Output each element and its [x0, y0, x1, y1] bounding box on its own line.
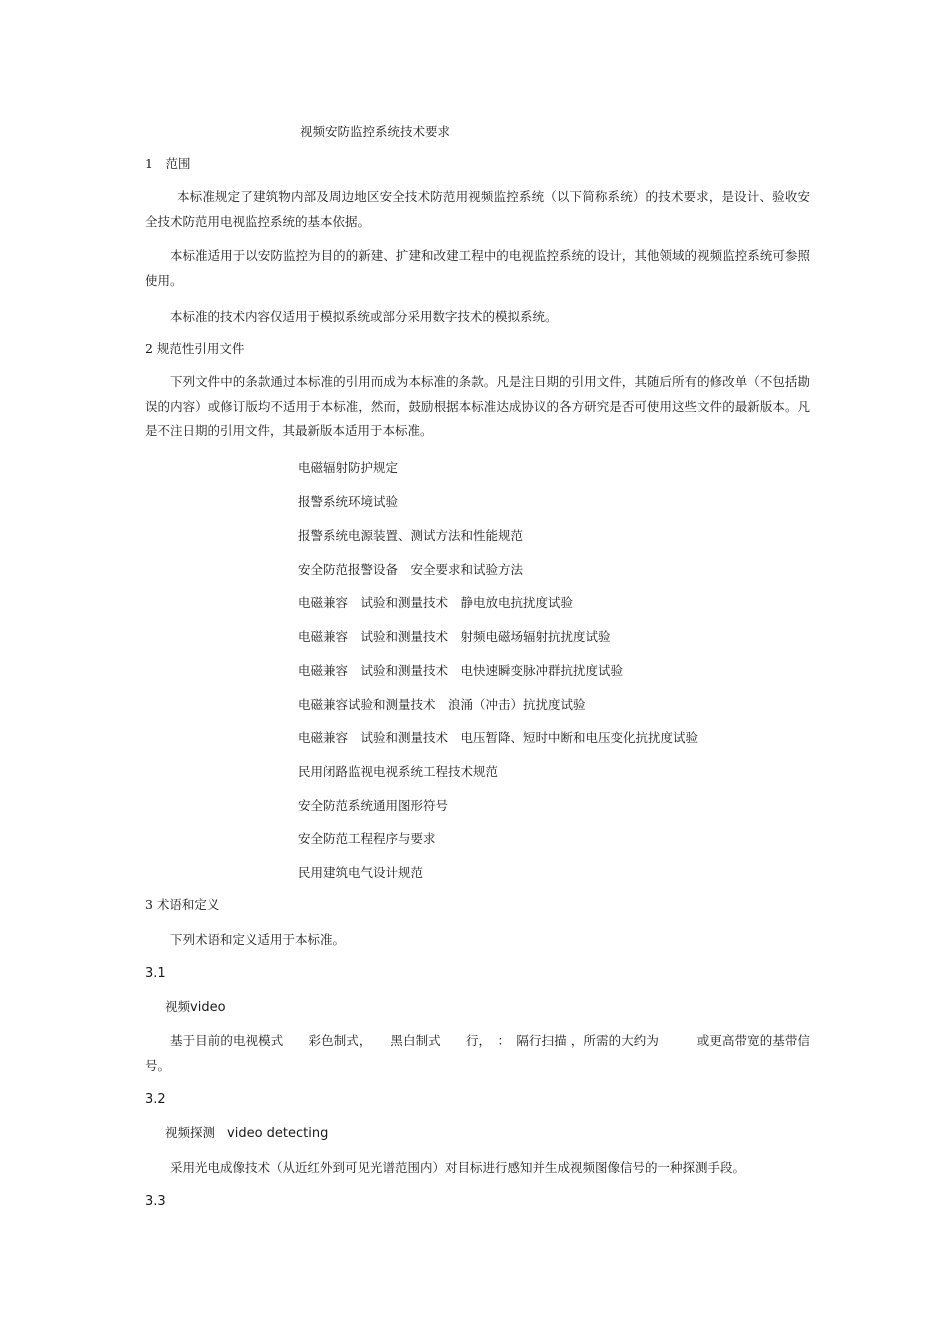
term-3-2-title	[165, 1125, 328, 1142]
term-3-2-chinese: 视频探测	[165, 1125, 216, 1140]
term-3-1-title	[165, 999, 226, 1016]
section-3-intro: 下列术语和定义适用于本标准。	[170, 932, 346, 947]
reference-item: 安全防范报警设备 安全要求和试验方法	[298, 562, 524, 577]
reference-item: 电磁辐射防护规定	[298, 460, 399, 475]
section-1-paragraph-2: 本标准适用于以安防监控为目的的新建、扩建和改建工程中的电视监控系统的设计，其他领域的视频监控系统可参照使用。	[145, 248, 810, 288]
reference-item: 电磁兼容 试验和测量技术 静电放电抗扰度试验	[298, 595, 574, 610]
reference-item: 电磁兼容试验和测量技术 浪涌（冲击）抗扰度试验	[298, 697, 586, 712]
reference-item: 电磁兼容 试验和测量技术 电快速瞬变脉冲群抗扰度试验	[298, 663, 624, 678]
term-3-1-number: 3.1	[145, 966, 166, 981]
section-1-heading: 1 范围	[145, 156, 191, 171]
term-3-2-english: video detecting	[227, 1126, 329, 1141]
section-1-paragraph-1: 本标准规定了建筑物内部及周边地区安全技术防范用视频监控系统（以下简称系统）的技术要求，是设计、验收安全技术防范用电视监控系统的基本依据。	[145, 189, 810, 229]
reference-item: 安全防范系统通用图形符号	[298, 798, 449, 813]
reference-item: 报警系统环境试验	[298, 494, 399, 509]
term-3-2-definition: 采用光电成像技术（从近红外到可见光谱范围内）对目标进行感知并生成视频图像信号的一种探测手段。	[170, 1160, 746, 1175]
term-3-1-definition: 基于目前的电视模式 彩色制式， 黑白制式 行， ： 隔行扫描 ，所需的大约为 或更高带宽的基带信号。	[145, 1033, 810, 1073]
reference-item: 电磁兼容 试验和测量技术 射频电磁场辐射抗扰度试验	[298, 629, 611, 644]
reference-item: 报警系统电源装置、测试方法和性能规范	[298, 528, 524, 543]
document-title: 视频安防监控系统技术要求	[300, 124, 451, 139]
section-3-heading: 3 术语和定义	[145, 897, 220, 912]
term-3-2-number: 3.2	[145, 1092, 166, 1107]
section-2-paragraph-1: 下列文件中的条款通过本标准的引用而成为本标准的条款。凡是注日期的引用文件，其随后所有的修改单（不包括勘误的内容）或修订版均不适用于本标准，然而，鼓励根据本标准达成协议的各方研究是否可使用这些文件的最新版本。凡是不注日期的引用文件，其最新版本适用于本标准。	[145, 374, 810, 438]
term-3-3-number: 3.3	[145, 1194, 166, 1209]
reference-item: 电磁兼容 试验和测量技术 电压暂降、短时中断和电压变化抗扰度试验	[298, 730, 699, 745]
reference-item: 安全防范工程程序与要求	[298, 831, 436, 846]
reference-item: 民用闭路监视电视系统工程技术规范	[298, 764, 499, 779]
section-1-paragraph-3: 本标准的技术内容仅适用于模拟系统或部分采用数字技术的模拟系统。	[170, 309, 558, 324]
term-3-1-chinese: 视频	[165, 999, 191, 1014]
section-2-heading: 2 规范性引用文件	[145, 341, 245, 356]
reference-item: 民用建筑电气设计规范	[298, 865, 424, 880]
term-3-1-english: video	[190, 1000, 226, 1015]
